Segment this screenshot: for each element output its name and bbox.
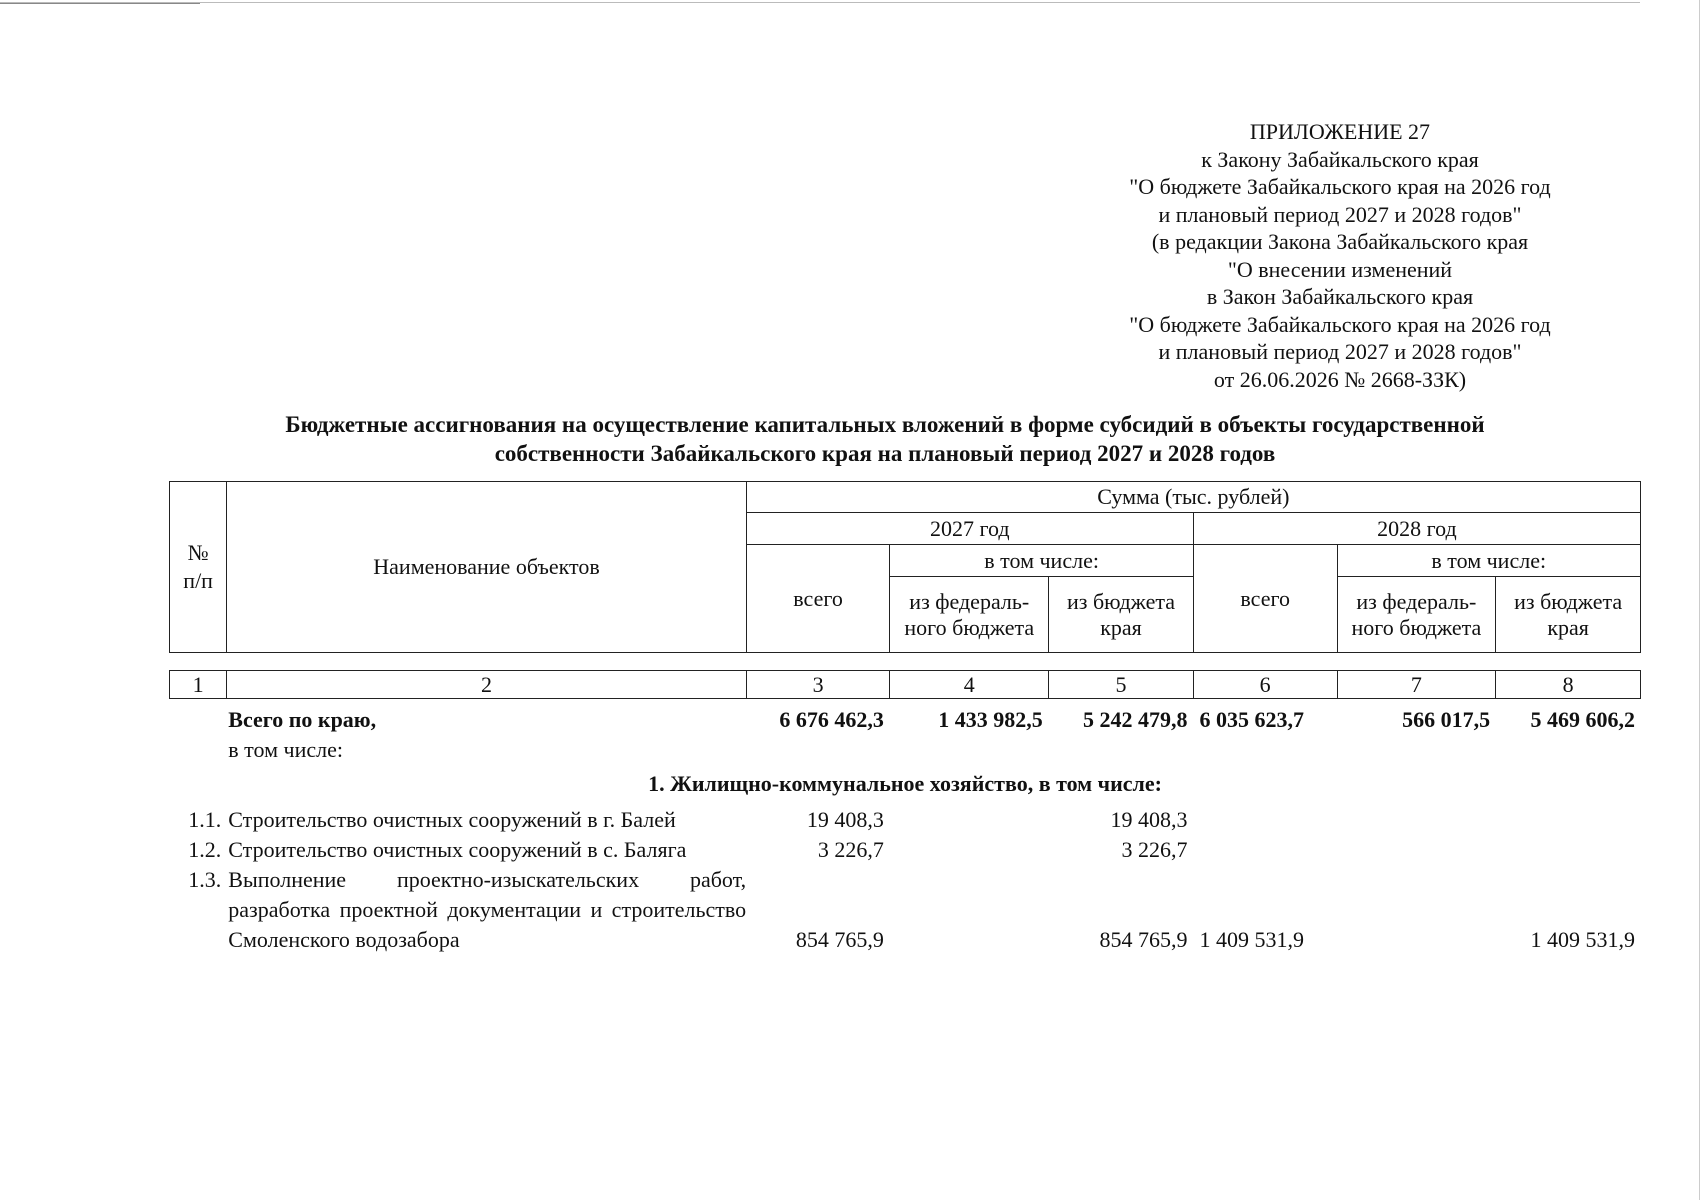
scan-edge <box>1699 0 1700 1200</box>
column-number: 6 <box>1193 671 1337 699</box>
header-line: от 26.06.2026 № 2668-ЗЗК) <box>1213 366 1467 392</box>
totals-value: 5 469 606,2 <box>1530 707 1635 732</box>
table-row <box>169 805 1641 835</box>
value-2028-regional: 1 409 531,9 <box>1530 927 1635 952</box>
value-2027-regional: 19 408,3 <box>1110 807 1188 832</box>
header-including-2028: в том числе: <box>1337 545 1640 577</box>
value-2028-regional <box>1496 805 1641 835</box>
header-federal-2027: из федераль-ного бюджета <box>890 577 1049 653</box>
totals-value: 6 676 462,3 <box>779 707 884 732</box>
totals-sub-label: в том числе: <box>228 737 343 762</box>
value-2027-federal <box>890 865 1049 955</box>
header-total-2027: всего <box>746 545 890 653</box>
header-year-2027: 2027 год <box>746 513 1193 545</box>
column-number: 7 <box>1337 671 1496 699</box>
header-total-2028: всего <box>1193 545 1337 653</box>
header-line: "О бюджете Забайкальского края на 2026 год <box>1129 174 1551 199</box>
scan-edge <box>0 2 1640 3</box>
column-number: 1 <box>170 671 227 699</box>
table-header <box>169 481 1641 653</box>
header-year-2028: 2028 год <box>1193 513 1640 545</box>
column-number: 8 <box>1496 671 1641 699</box>
value-2028-regional <box>1496 835 1641 865</box>
column-number: 4 <box>890 671 1049 699</box>
value-2028-total <box>1194 805 1338 835</box>
document-title <box>160 410 1610 468</box>
value-2027-federal <box>890 805 1049 835</box>
header-federal-2028: из федераль-ного бюджета <box>1337 577 1496 653</box>
row-number: 1.3. <box>188 867 222 892</box>
value-2028-federal <box>1337 805 1496 835</box>
totals-value: 5 242 479,8 <box>1083 707 1188 732</box>
appendix-header <box>1080 118 1600 393</box>
column-number: 3 <box>746 671 890 699</box>
value-2027-total: 854 765,9 <box>795 927 884 952</box>
header-line: (в редакции Закона Забайкальского края <box>1151 229 1529 254</box>
header-regional-2027: из бюджета края <box>1049 577 1194 653</box>
title-line-1: Бюджетные ассигнования на осуществление капитальных вложений в форме субсидий в объекты государственной <box>285 412 1485 437</box>
table-row <box>169 835 1641 865</box>
row-number: 1.2. <box>188 837 222 862</box>
value-2028-federal <box>1337 865 1496 955</box>
totals-value: 566 017,5 <box>1402 707 1491 732</box>
header-name: Наименование объектов <box>227 482 746 653</box>
column-number: 5 <box>1049 671 1194 699</box>
value-2027-federal <box>890 835 1049 865</box>
value-2028-total <box>1194 835 1338 865</box>
object-name: Строительство очистных сооружений в г. Балей <box>228 807 676 832</box>
value-2028-total: 1 409 531,9 <box>1199 927 1305 952</box>
header-line: "О внесении изменений <box>1227 256 1453 282</box>
value-2027-total: 19 408,3 <box>806 807 884 832</box>
section-title: 1. Жилищно-коммунальное хозяйство, в том числе: <box>648 771 1162 796</box>
table-row <box>169 865 1641 955</box>
totals-value: 6 035 623,7 <box>1199 707 1305 732</box>
column-number: 2 <box>227 671 746 699</box>
row-number: 1.1. <box>188 807 222 832</box>
totals-value: 1 433 982,5 <box>938 707 1043 732</box>
value-2027-regional: 854 765,9 <box>1099 927 1188 952</box>
value-2028-federal <box>1337 835 1496 865</box>
value-2027-total: 3 226,7 <box>817 837 884 862</box>
header-line: и плановый период 2027 и 2028 годов" <box>1158 201 1522 227</box>
title-line-2: собственности Забайкальского края на плановый период 2027 и 2028 годов <box>494 441 1276 466</box>
header-line: ПРИЛОЖЕНИЕ 27 <box>1249 119 1431 144</box>
header-line: "О бюджете Забайкальского края на 2026 год <box>1129 311 1551 337</box>
header-line: к Закону Забайкальского края <box>1201 146 1479 172</box>
header-num: № п/п <box>170 482 227 653</box>
totals-row <box>169 700 1641 733</box>
header-sum: Сумма (тыс. рублей) <box>746 482 1640 513</box>
totals-label: Всего по краю, <box>228 707 377 732</box>
data-table-body <box>169 700 1641 955</box>
header-line: и плановый период 2027 и 2028 годов" <box>1158 339 1522 364</box>
column-numbers-row <box>169 670 1641 699</box>
object-name: Строительство очистных сооружений в с. Баляга <box>228 837 687 862</box>
header-including-2027: в том числе: <box>890 545 1193 577</box>
object-name: Выполнение проектно-изыскательских работ, разработка проектной документации и строительство Смоленского водозабора <box>228 867 747 952</box>
header-line: в Закон Забайкальского края <box>1206 284 1474 309</box>
value-2027-regional: 3 226,7 <box>1121 837 1188 862</box>
header-regional-2028: из бюджета края <box>1496 577 1641 653</box>
